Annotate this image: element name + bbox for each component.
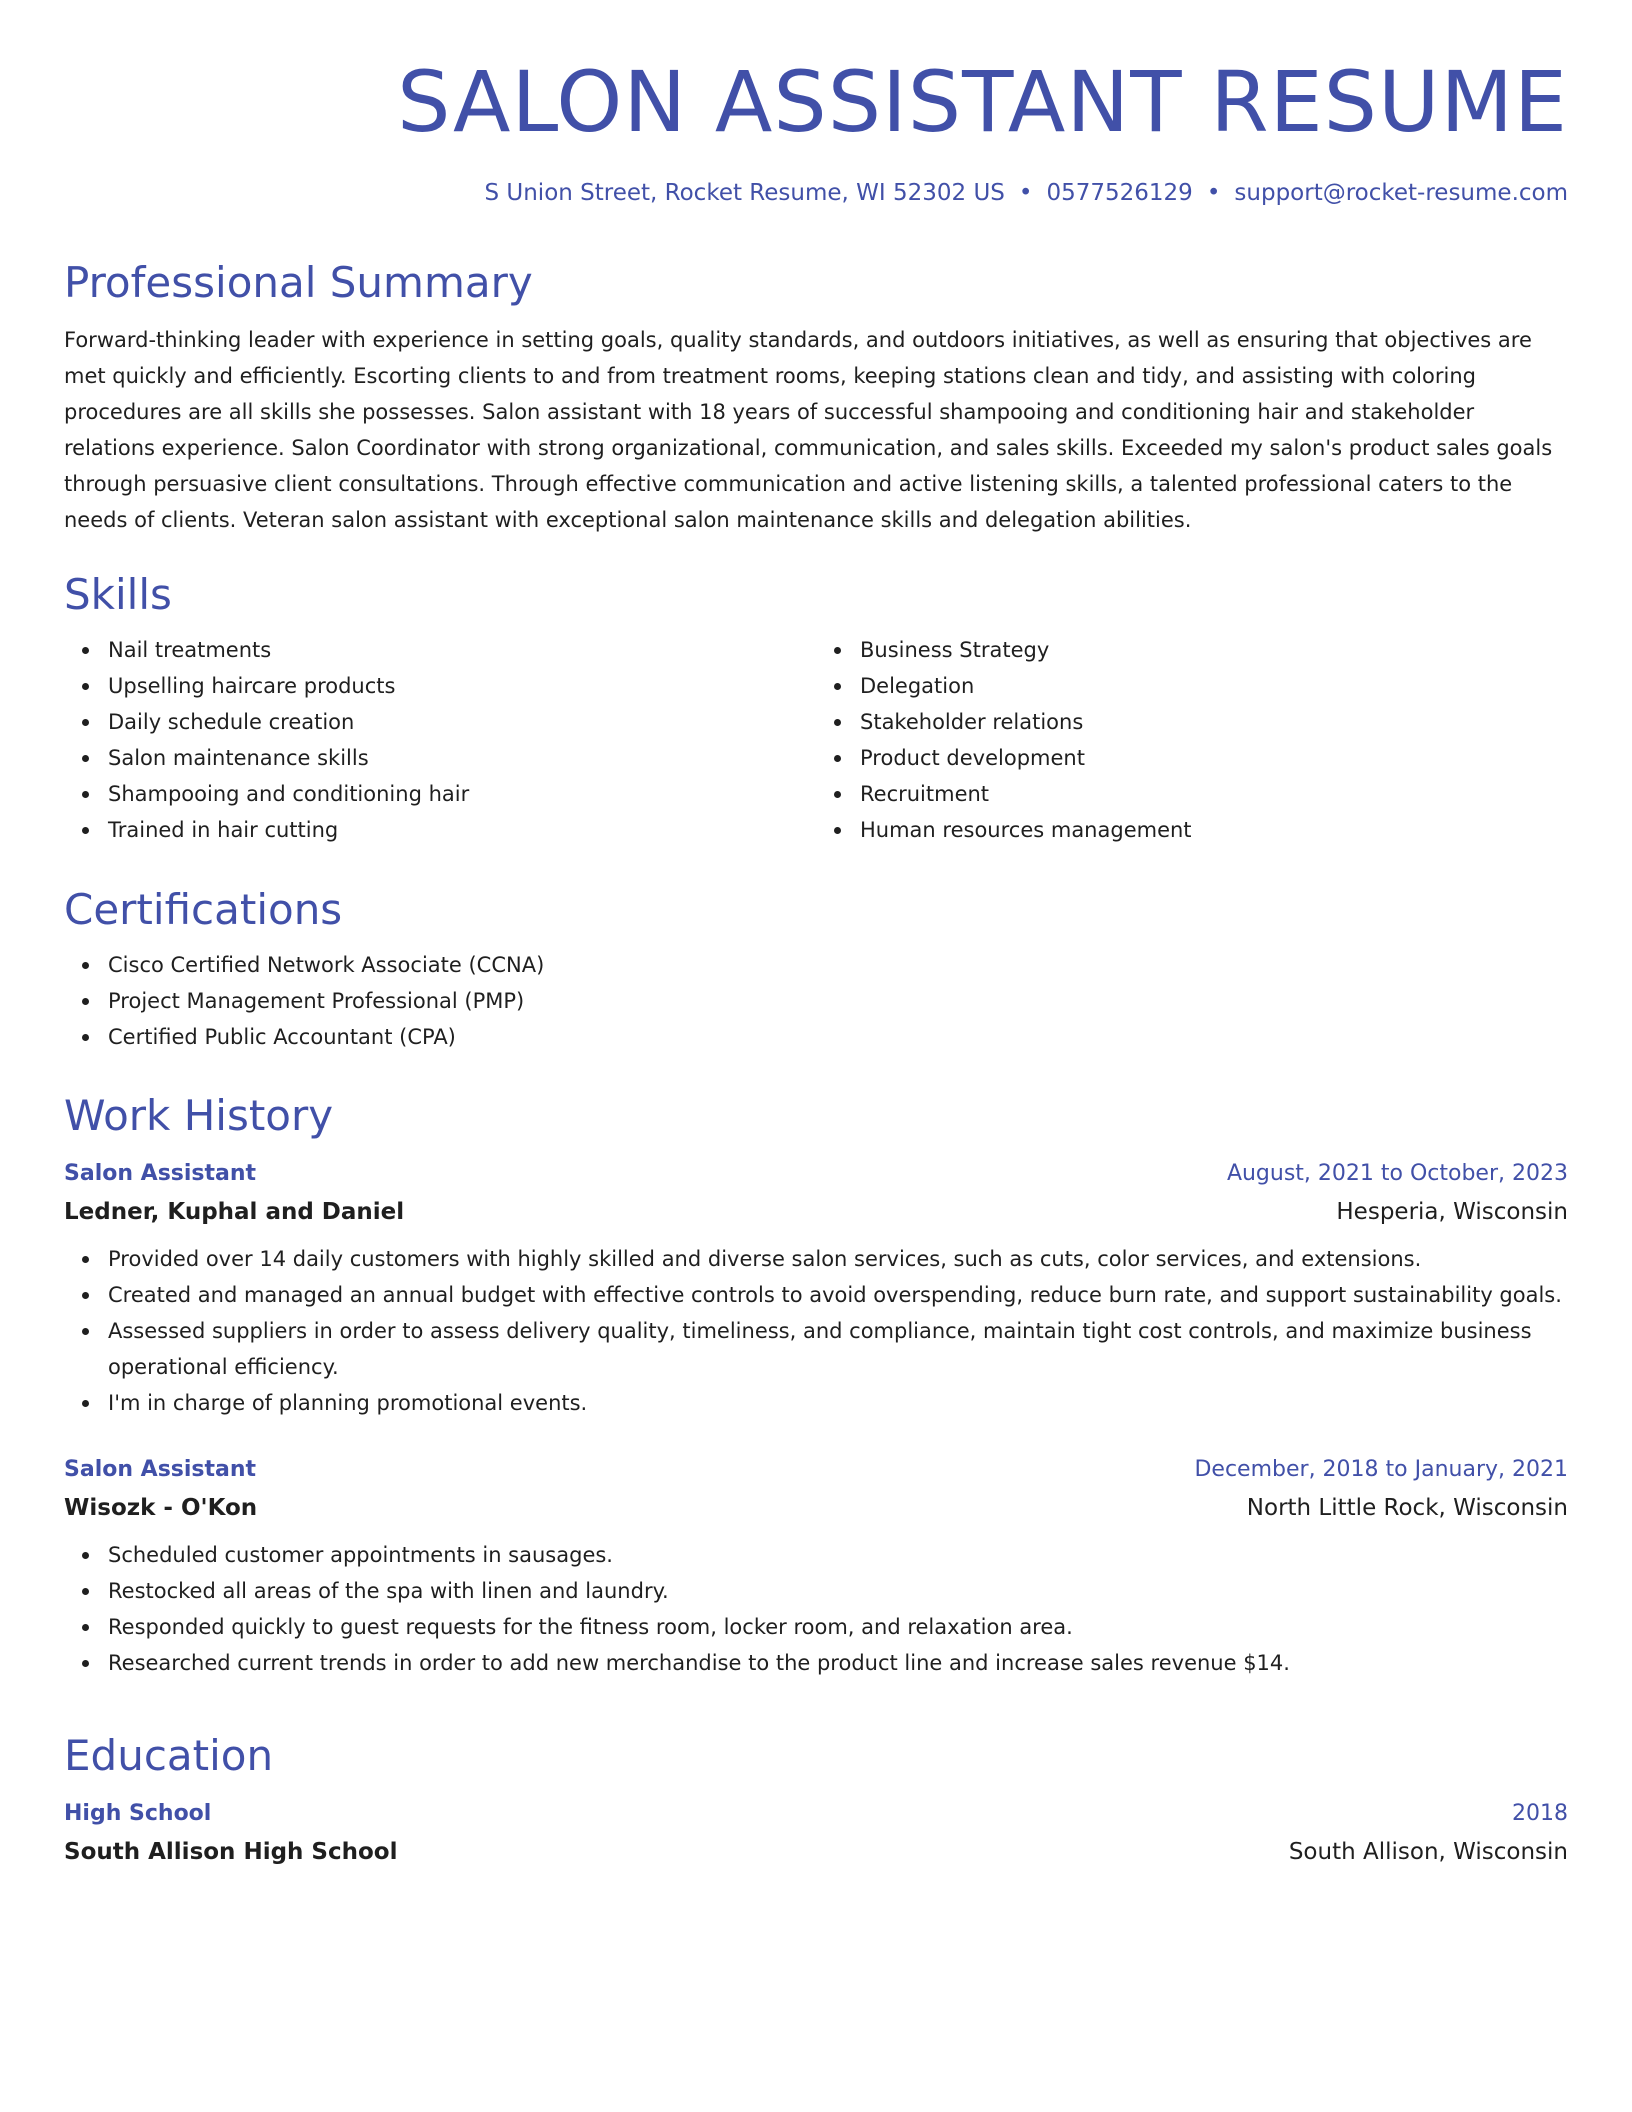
job-location: Hesperia, Wisconsin [1336, 1199, 1568, 1225]
list-item: Daily schedule creation [108, 704, 816, 740]
list-item: Researched current trends in order to add new merchandise to the product line and increase sales revenue $14. [108, 1645, 1568, 1681]
job-entry [64, 1451, 1568, 1681]
list-item: Scheduled customer appointments in sausages. [108, 1537, 1568, 1573]
education-degree: High School [64, 1801, 212, 1826]
list-item: Created and managed an annual budget with effective controls to avoid overspending, reduce burn rate, and support sustainability goals. [108, 1277, 1568, 1313]
list-item: Stakeholder relations [860, 704, 1568, 740]
list-item: Salon maintenance skills [108, 740, 816, 776]
skills-list-right [816, 632, 1568, 848]
list-item: Shampooing and conditioning hair [108, 776, 816, 812]
certifications-heading: Certifications [64, 885, 343, 934]
education-entry [64, 1795, 1568, 1871]
list-item: Provided over 14 daily customers with highly skilled and diverse salon services, such as cuts, color services, and extensions. [108, 1241, 1568, 1277]
list-item: Responded quickly to guest requests for the fitness room, locker room, and relaxation area. [108, 1609, 1568, 1645]
list-item: Assessed suppliers in order to assess delivery quality, timeliness, and compliance, maintain tight cost controls, and maximize business operational efficiency. [108, 1313, 1568, 1385]
list-item: Restocked all areas of the spa with linen and laundry. [108, 1573, 1568, 1609]
list-item: Business Strategy [860, 632, 1568, 668]
education-section [64, 1731, 1568, 1871]
list-item: Product development [860, 740, 1568, 776]
job-title: Salon Assistant [64, 1457, 257, 1482]
list-item: Trained in hair cutting [108, 812, 816, 848]
job-title: Salon Assistant [64, 1161, 257, 1186]
list-item: Delegation [860, 668, 1568, 704]
certifications-section [64, 885, 1568, 1055]
contact-address: S Union Street, Rocket Resume, WI 52302 US [484, 180, 1005, 206]
separator-dot: • [1018, 180, 1033, 206]
education-year: 2018 [1512, 1801, 1568, 1826]
job-location: North Little Rock, Wisconsin [1246, 1495, 1568, 1521]
resume-title: SALON ASSISTANT RESUME [397, 53, 1568, 151]
contact-line [64, 178, 1568, 208]
education-location: South Allison, Wisconsin [1288, 1839, 1568, 1865]
list-item: Certified Public Accountant (CPA) [108, 1019, 1568, 1055]
list-item: I'm in charge of planning promotional events. [108, 1385, 1568, 1421]
education-school: South Allison High School [64, 1839, 398, 1865]
separator-dot: • [1206, 180, 1221, 206]
certifications-list [64, 947, 1568, 1055]
education-school-row [64, 1833, 1568, 1871]
list-item: Human resources management [860, 812, 1568, 848]
job-bullets [64, 1241, 1568, 1421]
skills-list-left [64, 632, 816, 848]
job-entry [64, 1155, 1568, 1421]
contact-email[interactable]: support@rocket-resume.com [1234, 180, 1568, 206]
job-company: Wisozk - O'Kon [64, 1495, 258, 1521]
skills-section [64, 570, 1568, 848]
summary-section [64, 258, 1568, 538]
summary-heading: Professional Summary [64, 258, 533, 307]
list-item: Upselling haircare products [108, 668, 816, 704]
contact-phone: 0577526129 [1046, 180, 1193, 206]
list-item: Project Management Professional (PMP) [108, 983, 1568, 1019]
work-history-heading: Work History [64, 1091, 334, 1140]
education-heading: Education [64, 1731, 274, 1780]
job-company: Ledner, Kuphal and Daniel [64, 1199, 405, 1225]
education-header-row [64, 1795, 1568, 1833]
job-dates: August, 2021 to October, 2023 [1226, 1161, 1568, 1186]
list-item: Cisco Certified Network Associate (CCNA) [108, 947, 1568, 983]
skills-columns [64, 632, 1568, 848]
job-company-row [64, 1489, 1568, 1527]
job-header-row [64, 1451, 1568, 1489]
work-history-section [64, 1091, 1568, 1681]
job-bullets [64, 1537, 1568, 1681]
list-item: Recruitment [860, 776, 1568, 812]
summary-text: Forward-thinking leader with experience in setting goals, quality standards, and outdoors initiatives, as well as ensuring that objectives are met quickly and efficiently. Escorting clients to and from treatment rooms, keeping stations clean and tidy, and assisting with coloring procedures are all skills she possesses. Salon assistant with 18 years of successful shampooing and conditioning hair and stakeholder relations experience. Salon Coordinator with strong organizational, communication, and sales skills. Exceeded my salon's product sales goals through persuasive client consultations. Through effective communication and active listening skills, a talented professional caters to the needs of clients. Veteran salon assistant with exceptional salon maintenance skills and delegation abilities. [64, 328, 1553, 532]
job-header-row [64, 1155, 1568, 1193]
skills-heading: Skills [64, 570, 172, 619]
list-item: Nail treatments [108, 632, 816, 668]
job-dates: December, 2018 to January, 2021 [1194, 1457, 1568, 1482]
job-company-row [64, 1193, 1568, 1231]
